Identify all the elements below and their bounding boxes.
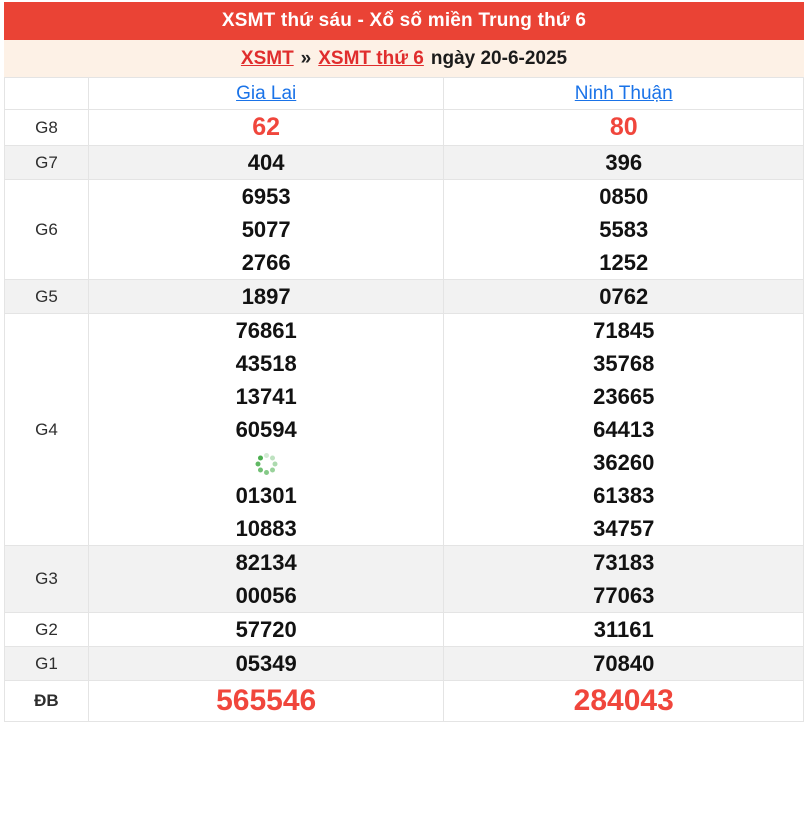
result-cell [88,146,444,180]
province-link-ninh-thuan[interactable]: Ninh Thuận [574,82,673,104]
result-number: 80 [609,113,638,141]
prize-row-g7 [5,146,804,180]
breadcrumb [4,40,804,77]
result-cell [444,546,804,613]
results-table [4,77,804,722]
result-number: 6953 [241,184,291,209]
prize-row-g4 [5,314,804,546]
result-cell [444,180,804,280]
prize-label: G6 [5,180,89,280]
result-number: 2766 [241,250,291,275]
result-cell [444,110,804,146]
result-number: 13741 [235,384,297,409]
result-number: 396 [605,150,643,175]
result-cell [88,314,444,546]
prize-label: G7 [5,146,89,180]
prize-row-đb [5,681,804,722]
prize-row-g8 [5,110,804,146]
result-cell [88,681,444,722]
prize-row-g5 [5,280,804,314]
result-number: 43518 [235,351,297,376]
result-number: 404 [247,150,285,175]
result-cell [88,647,444,681]
result-number: 76861 [235,318,297,343]
result-number: 01301 [235,483,297,508]
result-number: 60594 [235,417,297,442]
result-number: 5077 [241,217,291,242]
result-number: 5583 [599,217,649,242]
result-cell [444,647,804,681]
province-header-gia-lai [88,78,444,110]
result-number: 82134 [235,550,297,575]
table-header-row [5,78,804,110]
breadcrumb-link-xsmt[interactable]: XSMT [240,47,294,69]
prize-row-g1 [5,647,804,681]
result-number: 73183 [593,550,655,575]
loading-spinner-icon [255,453,277,475]
page-title-banner [4,2,804,40]
result-cell [444,681,804,722]
result-number: 35768 [593,351,655,376]
result-cell [444,314,804,546]
result-number: 70840 [593,651,655,676]
result-number: 57720 [235,617,297,642]
result-number: 05349 [235,651,297,676]
result-number: 23665 [593,384,655,409]
result-number-loading [89,446,444,479]
prize-label: G5 [5,280,89,314]
prize-row-g3 [5,546,804,613]
breadcrumb-separator: » [300,47,312,69]
result-cell [88,110,444,146]
result-number: 36260 [593,450,655,475]
result-cell [88,180,444,280]
prize-label: G2 [5,613,89,647]
prize-label: ĐB [5,681,89,722]
result-number: 1897 [241,284,291,309]
result-cell [444,613,804,647]
result-cell [444,146,804,180]
result-number: 61383 [593,483,655,508]
prize-label: G4 [5,314,89,546]
prize-label: G3 [5,546,89,613]
result-number: 0850 [599,184,649,209]
result-number: 64413 [593,417,655,442]
result-number: 10883 [235,516,297,541]
result-number: 1252 [599,250,649,275]
prize-row-g2 [5,613,804,647]
result-number: 77063 [593,583,655,608]
result-number: 565546 [216,684,317,717]
province-header-ninh-thuan [444,78,804,110]
result-number: 00056 [235,583,297,608]
result-cell [88,280,444,314]
breadcrumb-link-xsmt-thu-6[interactable]: XSMT thứ 6 [318,47,424,69]
result-cell [88,613,444,647]
result-number: 71845 [593,318,655,343]
result-cell [444,280,804,314]
prize-label: G8 [5,110,89,146]
prize-row-g6 [5,180,804,280]
province-link-gia-lai[interactable]: Gia Lai [236,82,297,104]
corner-cell [5,78,89,110]
result-cell [88,546,444,613]
result-number: 0762 [599,284,649,309]
breadcrumb-date: ngày 20-6-2025 [430,47,568,69]
result-number: 62 [252,113,281,141]
result-number: 284043 [573,684,674,717]
prize-label: G1 [5,647,89,681]
page-title: XSMT thứ sáu - Xổ số miền Trung thứ 6 [221,10,587,31]
result-number: 31161 [593,617,654,642]
result-number: 34757 [593,516,655,541]
